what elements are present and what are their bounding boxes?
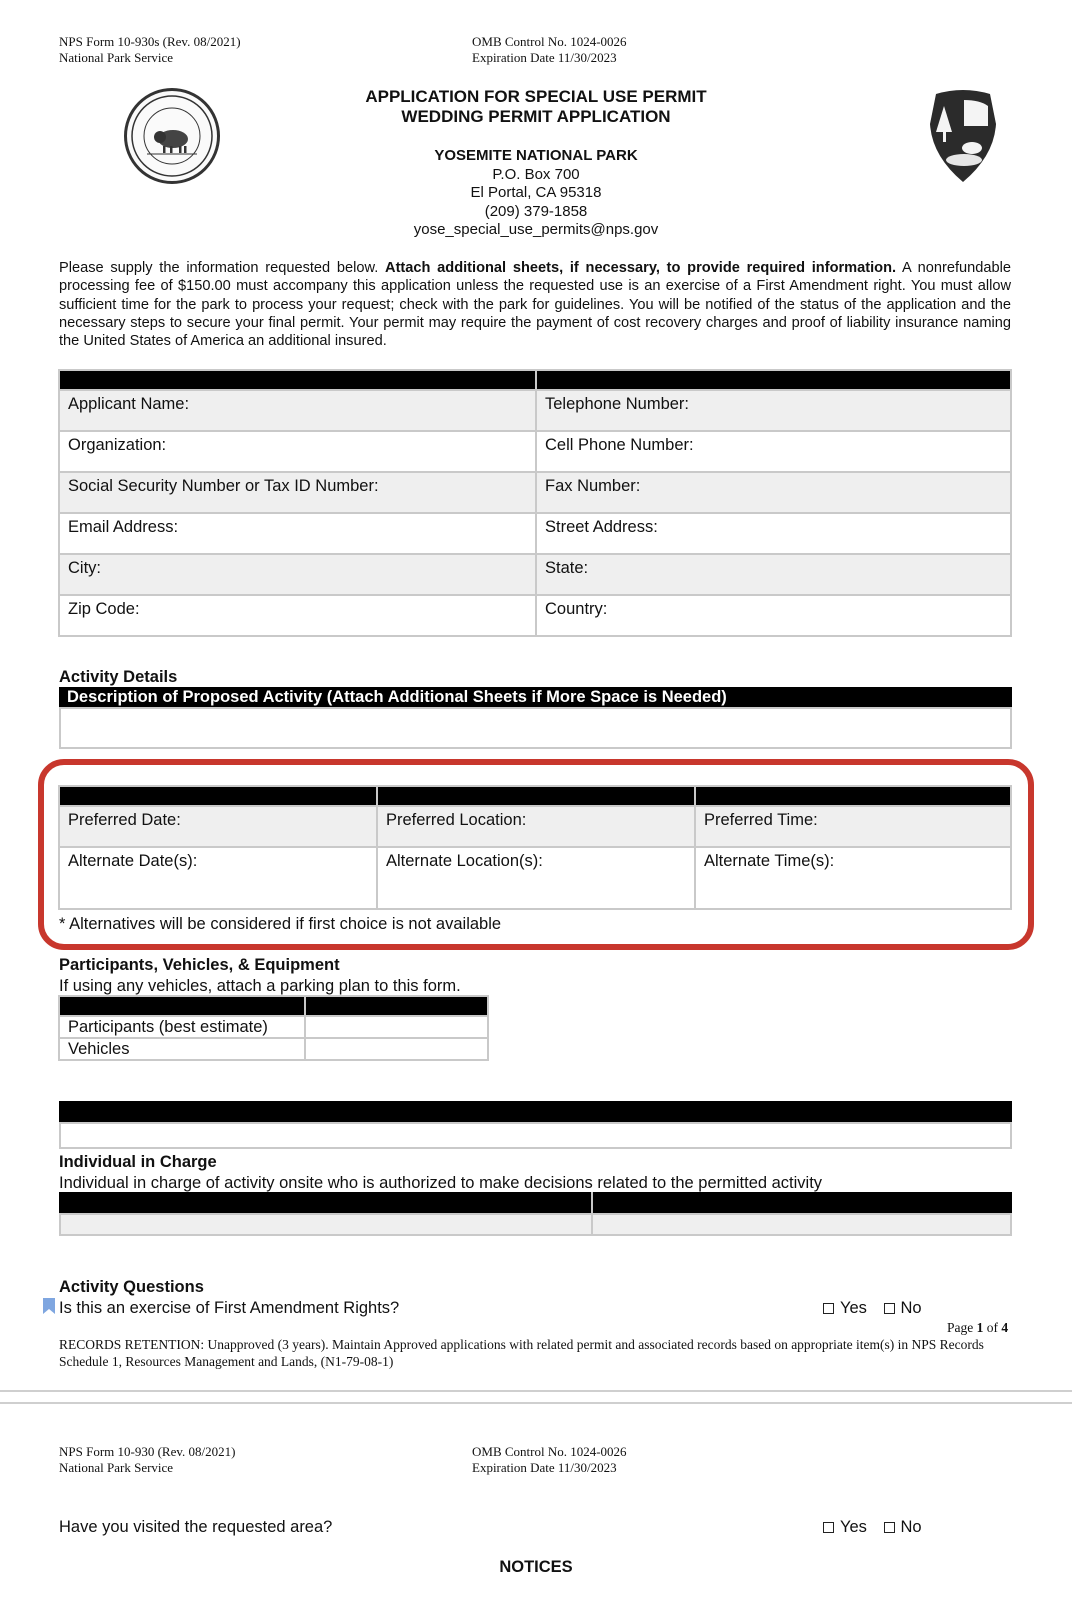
field-label: City: bbox=[68, 559, 101, 577]
preferred-location-field[interactable] bbox=[377, 806, 695, 847]
agency-name: National Park Service bbox=[59, 50, 174, 65]
page2-omb-block bbox=[472, 1444, 627, 1476]
omb-control: OMB Control No. 1024-0026 bbox=[472, 34, 627, 49]
activity-description-field[interactable] bbox=[59, 707, 1012, 749]
yes-label: Yes bbox=[840, 1518, 867, 1536]
cell-phone-number-field[interactable] bbox=[536, 431, 1011, 472]
no-label: No bbox=[900, 1518, 922, 1536]
field-label: Country: bbox=[545, 600, 608, 618]
intro-text-1: Please supply the information requested below. bbox=[59, 260, 386, 276]
visited-question: Have you visited the requested area? bbox=[59, 1518, 333, 1536]
table-row bbox=[59, 1038, 488, 1060]
vehicles-input[interactable] bbox=[305, 1038, 488, 1060]
page-of: of bbox=[983, 1320, 1002, 1335]
table-row bbox=[59, 847, 1011, 909]
intro-text-2: A nonrefundable processing fee of $150.00 must accompany this application unless the requested use is an exercise of a First Amendment right. You must allow sufficient time for the park to process your request; check with the park for guidelines. You will be notified of the status of the application and the necessary steps to secure your final permit. Your permit may require the payment of cost recovery charges and proof of liability insurance naming the United States of America an additional insured. bbox=[59, 260, 1011, 350]
field-label: Alternate Time(s): bbox=[704, 852, 835, 870]
email-address-field[interactable] bbox=[59, 513, 536, 554]
blank-field[interactable] bbox=[59, 1122, 1012, 1149]
records-retention: RECORDS RETENTION: Unapproved (3 years). Maintain Approved applications with related permit and associated records based on appropriate item(s) in NPS Records Schedule 1, Resources Management and Lands, (N1-79-08-1) bbox=[59, 1337, 984, 1369]
checkbox-icon bbox=[884, 1303, 895, 1314]
page-prefix: Page bbox=[947, 1320, 977, 1335]
notices-heading: NOTICES bbox=[499, 1558, 573, 1576]
page-total: 4 bbox=[1001, 1320, 1009, 1335]
field-label: Organization: bbox=[68, 436, 167, 454]
table-row bbox=[59, 390, 1011, 431]
participants-heading: Participants, Vehicles, & Equipment bbox=[59, 956, 340, 974]
table-row bbox=[59, 554, 1011, 595]
yes-label: Yes bbox=[840, 1299, 867, 1317]
participants-note: If using any vehicles, attach a parking plan to this form. bbox=[59, 977, 461, 995]
applicant-info-table bbox=[58, 369, 1012, 637]
field-label: Alternate Date(s): bbox=[68, 852, 198, 870]
field-label: Preferred Date: bbox=[68, 811, 181, 829]
zip-code-field[interactable] bbox=[59, 595, 536, 636]
individual-name-field[interactable] bbox=[59, 1213, 593, 1236]
form-id-block bbox=[59, 34, 241, 66]
table-row bbox=[59, 472, 1011, 513]
park-name: YOSEMITE NATIONAL PARK bbox=[434, 147, 638, 164]
preferred-time-field[interactable] bbox=[695, 806, 1011, 847]
individual-phone-field[interactable] bbox=[591, 1213, 1012, 1236]
visited-options bbox=[823, 1517, 922, 1537]
checkbox-icon bbox=[823, 1522, 834, 1533]
field-label: State: bbox=[545, 559, 589, 577]
first-amendment-question: Is this an exercise of First Amendment Rights? bbox=[59, 1299, 400, 1317]
table-row bbox=[59, 1016, 488, 1038]
schedule-table bbox=[58, 785, 1012, 910]
vehicles-label: Vehicles bbox=[59, 1038, 305, 1060]
field-label: Cell Phone Number: bbox=[545, 436, 694, 454]
table-row bbox=[59, 513, 1011, 554]
individual-heading: Individual in Charge bbox=[59, 1153, 217, 1171]
field-label: Alternate Location(s): bbox=[386, 852, 543, 870]
street-address-field[interactable] bbox=[536, 513, 1011, 554]
checkbox-icon bbox=[884, 1522, 895, 1533]
page-number bbox=[947, 1320, 1008, 1336]
questions-heading: Activity Questions bbox=[59, 1278, 204, 1296]
field-label: Zip Code: bbox=[68, 600, 140, 618]
fax-number-field[interactable] bbox=[536, 472, 1011, 513]
visited-no-checkbox[interactable] bbox=[884, 1518, 922, 1536]
field-label: Preferred Location: bbox=[386, 811, 527, 829]
individual-note: Individual in charge of activity onsite who is authorized to make decisions related to the permitted activity bbox=[59, 1174, 823, 1192]
intro-paragraph bbox=[59, 259, 1011, 350]
form-id: NPS Form 10-930s (Rev. 08/2021) bbox=[59, 34, 241, 49]
bookmark-icon bbox=[43, 1298, 55, 1314]
participants-best-estimate-input[interactable] bbox=[305, 1016, 488, 1038]
page-current: 1 bbox=[976, 1320, 984, 1335]
expiration-date: Expiration Date 11/30/2023 bbox=[472, 50, 617, 65]
page2-expiration-date: Expiration Date 11/30/2023 bbox=[472, 1460, 617, 1475]
page-break-line-bottom bbox=[0, 1402, 1072, 1404]
intro-text-bold: Attach additional sheets, if necessary, to provide required information. bbox=[385, 260, 897, 276]
page2-agency-name: National Park Service bbox=[59, 1460, 174, 1475]
form-title-line1: APPLICATION FOR SPECIAL USE PERMIT bbox=[365, 87, 707, 106]
first-amendment-options bbox=[823, 1298, 922, 1318]
activity-description-bar: Description of Proposed Activity (Attach Additional Sheets if More Space is Needed) bbox=[59, 687, 1012, 707]
bookmark-graphic bbox=[43, 1298, 55, 1314]
no-checkbox[interactable] bbox=[884, 1299, 922, 1317]
activity-details-heading: Activity Details bbox=[59, 668, 178, 686]
individual-bar-divider bbox=[591, 1192, 593, 1213]
yes-checkbox[interactable] bbox=[823, 1299, 867, 1317]
field-label: Telephone Number: bbox=[545, 395, 690, 413]
social-security-number-or-tax-id-number-field[interactable] bbox=[59, 472, 536, 513]
omb-block bbox=[472, 34, 627, 66]
park-email: yose_special_use_permits@nps.gov bbox=[413, 221, 659, 238]
no-label: No bbox=[900, 1299, 922, 1317]
telephone-number-field[interactable] bbox=[536, 390, 1011, 431]
city-field[interactable] bbox=[59, 554, 536, 595]
preferred-date-field[interactable] bbox=[59, 806, 377, 847]
country-field[interactable] bbox=[536, 595, 1011, 636]
page-break-line-top bbox=[0, 1390, 1072, 1392]
form-title-line2: WEDDING PERMIT APPLICATION bbox=[401, 107, 671, 126]
visited-yes-checkbox[interactable] bbox=[823, 1518, 867, 1536]
alternate-date-s-field[interactable] bbox=[59, 847, 377, 909]
individual-header-bar bbox=[59, 1192, 1012, 1213]
organization-field[interactable] bbox=[59, 431, 536, 472]
field-label: Preferred Time: bbox=[704, 811, 818, 829]
field-label: Fax Number: bbox=[545, 477, 641, 495]
field-label: Email Address: bbox=[68, 518, 179, 536]
state-field[interactable] bbox=[536, 554, 1011, 595]
page2-omb-control: OMB Control No. 1024-0026 bbox=[472, 1444, 627, 1459]
park-phone: (209) 379-1858 bbox=[484, 202, 588, 220]
field-label: Social Security Number or Tax ID Number: bbox=[68, 477, 379, 495]
park-city: El Portal, CA 95318 bbox=[470, 184, 602, 201]
table-row bbox=[59, 595, 1011, 636]
applicant-name-field[interactable] bbox=[59, 390, 536, 431]
checkbox-icon bbox=[823, 1303, 834, 1314]
section-bar bbox=[59, 1101, 1012, 1122]
table-row bbox=[59, 806, 1011, 847]
alternate-location-s-field[interactable] bbox=[377, 847, 695, 909]
participants-best-estimate-label: Participants (best estimate) bbox=[59, 1016, 305, 1038]
page2-form-id-block bbox=[59, 1444, 235, 1476]
park-po-box: P.O. Box 700 bbox=[492, 165, 580, 183]
participants-table bbox=[58, 995, 489, 1061]
table-row bbox=[59, 431, 1011, 472]
field-label: Street Address: bbox=[545, 518, 658, 536]
page2-form-id: NPS Form 10-930 (Rev. 08/2021) bbox=[59, 1444, 236, 1459]
field-label: Applicant Name: bbox=[68, 395, 190, 413]
alternate-time-s-field[interactable] bbox=[695, 847, 1011, 909]
alternatives-note: * Alternatives will be considered if first choice is not available bbox=[59, 915, 502, 933]
